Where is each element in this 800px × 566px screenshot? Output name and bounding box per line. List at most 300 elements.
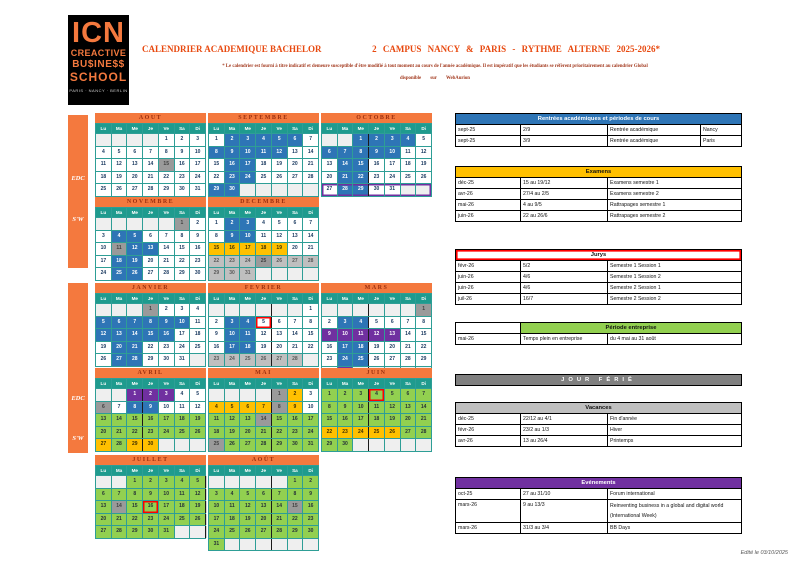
day-cell: 2 xyxy=(175,134,190,146)
month-grid xyxy=(95,378,206,452)
weekday-header: Di xyxy=(416,124,431,133)
day-cell: 18 xyxy=(190,329,205,341)
day-cell: 6 xyxy=(288,218,303,230)
day-cell: 16 xyxy=(288,414,303,426)
day-cell: 26 xyxy=(369,354,384,366)
day-cell xyxy=(112,304,127,316)
day-cell: 14 xyxy=(112,501,127,513)
legend-row xyxy=(456,125,741,135)
day-cell: 28 xyxy=(303,256,318,268)
legend-cell: 22/12 au 4/1 xyxy=(521,414,607,424)
icn-logo xyxy=(68,15,129,105)
day-cell: 1 xyxy=(209,218,224,230)
weekday-header: Je xyxy=(256,294,271,303)
day-cell: 28 xyxy=(338,184,353,196)
day-cell: 21 xyxy=(143,172,158,184)
day-cell xyxy=(112,389,127,401)
day-cell: 22 xyxy=(143,342,158,354)
weekday-header: Ve xyxy=(272,208,287,217)
day-cell: 24 xyxy=(225,354,240,366)
day-cell xyxy=(272,268,287,280)
weekday-header: Ma xyxy=(338,124,353,133)
weekday-header: Je xyxy=(143,379,158,388)
legend-cell: Rattrapages semestre 2 xyxy=(608,211,741,221)
day-cell: 7 xyxy=(143,147,158,159)
day-cell: 22 xyxy=(209,256,224,268)
day-cell xyxy=(256,539,271,551)
weekday-header: Je xyxy=(143,124,158,133)
day-cell: 18 xyxy=(353,342,368,354)
legend-cell: Fin d'année xyxy=(608,414,741,424)
weekday-header: Me xyxy=(240,208,255,217)
day-cell: 7 xyxy=(303,218,318,230)
day-cell: 28 xyxy=(127,354,142,366)
day-cell: 4 xyxy=(256,134,271,146)
day-cell xyxy=(303,354,318,366)
legend-table-entreprise xyxy=(455,322,742,345)
day-cell: 6 xyxy=(96,489,111,501)
weekday-header: Je xyxy=(256,379,271,388)
legend-cell: sept-25 xyxy=(456,125,520,135)
day-cell: 26 xyxy=(272,172,287,184)
day-cell: 7 xyxy=(288,317,303,329)
day-cell: 18 xyxy=(225,514,240,526)
day-cell: 5 xyxy=(385,389,400,401)
day-cell: 3 xyxy=(240,218,255,230)
day-cell: 29 xyxy=(272,439,287,451)
day-cell: 4 xyxy=(256,218,271,230)
weekday-header: Ve xyxy=(272,466,287,475)
weekday-header: Je xyxy=(256,208,271,217)
month-calendar-novembre xyxy=(95,197,206,281)
day-cell: 7 xyxy=(256,402,271,414)
day-cell xyxy=(385,304,400,316)
day-cell: 20 xyxy=(256,514,271,526)
legend-cell: 2/9 xyxy=(521,125,607,135)
weekday-header: Me xyxy=(240,466,255,475)
day-cell: 28 xyxy=(143,184,158,196)
day-cell: 23 xyxy=(225,172,240,184)
day-cell: 5 xyxy=(416,134,431,146)
day-cell: 24 xyxy=(303,427,318,439)
day-cell: 31 xyxy=(240,268,255,280)
day-cell xyxy=(127,218,142,230)
legend-cell: Semestre 2 Session 1 xyxy=(608,283,741,293)
day-cell: 9 xyxy=(209,329,224,341)
month-grid xyxy=(321,378,432,452)
day-cell xyxy=(209,304,224,316)
legend-cell: juin-26 xyxy=(456,272,520,282)
weekday-header: Me xyxy=(353,379,368,388)
day-cell xyxy=(416,439,431,451)
day-cell xyxy=(256,389,271,401)
day-cell: 21 xyxy=(112,514,127,526)
legend-cell: févr-26 xyxy=(456,261,520,271)
day-cell xyxy=(225,389,240,401)
day-cell: 29 xyxy=(416,354,431,366)
day-cell: 24 xyxy=(385,172,400,184)
day-cell: 21 xyxy=(127,342,142,354)
day-cell xyxy=(401,439,416,451)
day-cell: 7 xyxy=(416,389,431,401)
day-cell: 6 xyxy=(401,389,416,401)
legend-cell: févr-26 xyxy=(456,425,520,435)
day-cell: 23 xyxy=(225,256,240,268)
day-cell: 13 xyxy=(288,147,303,159)
day-cell: 7 xyxy=(303,134,318,146)
day-cell: 25 xyxy=(96,184,111,196)
day-cell: 20 xyxy=(288,159,303,171)
weekday-header: Ma xyxy=(225,379,240,388)
day-cell xyxy=(143,134,158,146)
weekday-header: Lu xyxy=(96,208,111,217)
day-cell: 6 xyxy=(322,147,337,159)
weekday-header: Di xyxy=(190,124,205,133)
legend-cell: juin-26 xyxy=(456,211,520,221)
day-cell: 29 xyxy=(322,439,337,451)
day-cell: 7 xyxy=(401,317,416,329)
day-cell: 22 xyxy=(416,342,431,354)
day-cell: 1 xyxy=(272,389,287,401)
day-cell xyxy=(322,304,337,316)
day-cell: 24 xyxy=(190,172,205,184)
weekday-header: Lu xyxy=(96,466,111,475)
day-cell: 16 xyxy=(338,414,353,426)
legend-cell: mai-26 xyxy=(456,200,520,210)
day-cell: 12 xyxy=(127,243,142,255)
weekday-header: Ve xyxy=(272,294,287,303)
weekday-header: Ma xyxy=(225,466,240,475)
day-cell: 12 xyxy=(369,329,384,341)
day-cell: 28 xyxy=(112,439,127,451)
day-cell xyxy=(288,539,303,551)
day-cell: 7 xyxy=(272,489,287,501)
day-cell xyxy=(385,439,400,451)
day-cell: 4 xyxy=(240,317,255,329)
month-calendar-octobre xyxy=(321,113,432,197)
month-grid xyxy=(95,465,206,539)
day-cell: 27 xyxy=(385,354,400,366)
weekday-header: Je xyxy=(256,466,271,475)
day-cell: 2 xyxy=(225,134,240,146)
day-cell xyxy=(209,476,224,488)
day-cell: 4 xyxy=(353,317,368,329)
day-cell: 27 xyxy=(96,526,111,538)
day-cell: 3 xyxy=(96,231,111,243)
month-grid xyxy=(95,293,206,367)
day-cell: 26 xyxy=(127,268,142,280)
legend-cell: Temps plein en entreprise xyxy=(521,334,607,344)
day-cell: 27 xyxy=(401,427,416,439)
legend-cell: 22 au 26/6 xyxy=(521,211,607,221)
weekday-header: Lu xyxy=(209,124,224,133)
legend-cell: mai-26 xyxy=(456,334,520,344)
day-cell: 7 xyxy=(112,402,127,414)
month-calendar-juillet xyxy=(95,455,206,539)
sidebar-label: S'W xyxy=(72,435,84,442)
day-cell: 29 xyxy=(288,526,303,538)
legend-row xyxy=(456,500,741,522)
legend-row xyxy=(456,489,741,499)
day-cell: 5 xyxy=(240,489,255,501)
weekday-header: Ve xyxy=(159,208,174,217)
day-cell: 30 xyxy=(190,268,205,280)
day-cell: 11 xyxy=(190,317,205,329)
weekday-header: Di xyxy=(190,466,205,475)
day-cell: 16 xyxy=(143,501,158,513)
day-cell: 19 xyxy=(385,414,400,426)
day-cell: 19 xyxy=(369,342,384,354)
day-cell: 22 xyxy=(303,342,318,354)
legend-row xyxy=(456,523,741,533)
day-cell: 14 xyxy=(416,402,431,414)
day-cell xyxy=(303,184,318,196)
day-cell: 31 xyxy=(303,439,318,451)
month-calendar-juin xyxy=(321,368,432,452)
day-cell: 10 xyxy=(240,147,255,159)
day-cell: 5 xyxy=(190,476,205,488)
day-cell: 15 xyxy=(209,243,224,255)
day-cell: 13 xyxy=(112,329,127,341)
day-cell: 27 xyxy=(240,439,255,451)
edited-date: Edité le 03/10/2025 xyxy=(740,550,788,556)
day-cell: 16 xyxy=(225,159,240,171)
day-cell: 16 xyxy=(303,501,318,513)
day-cell: 12 xyxy=(96,329,111,341)
month-calendar-aout xyxy=(95,113,206,197)
day-cell: 14 xyxy=(143,159,158,171)
day-cell: 3 xyxy=(159,476,174,488)
day-cell: 8 xyxy=(209,231,224,243)
day-cell: 8 xyxy=(288,489,303,501)
day-cell: 27 xyxy=(96,439,111,451)
day-cell: 26 xyxy=(385,427,400,439)
legend-cell: Examens semestre 2 xyxy=(608,189,741,199)
day-cell: 11 xyxy=(96,159,111,171)
day-cell xyxy=(256,184,271,196)
day-cell xyxy=(240,184,255,196)
day-cell: 23 xyxy=(338,427,353,439)
disclaimer-note-line2: disponible sur WebAurion xyxy=(400,76,470,81)
day-cell: 8 xyxy=(175,231,190,243)
sidebar-label: S'W xyxy=(72,216,84,223)
day-cell: 10 xyxy=(240,231,255,243)
day-cell: 31 xyxy=(175,354,190,366)
legend-cell: Semestre 2 Session 2 xyxy=(608,294,741,304)
day-cell: 4 xyxy=(175,389,190,401)
day-cell: 20 xyxy=(143,256,158,268)
weekday-header: Sa xyxy=(401,124,416,133)
day-cell xyxy=(272,476,287,488)
legend-cell: 15 au 19/12 xyxy=(521,178,607,188)
day-cell: 25 xyxy=(401,172,416,184)
day-cell: 18 xyxy=(209,427,224,439)
legend-cell: 27/4 au 2/5 xyxy=(521,189,607,199)
weekday-header: Sa xyxy=(175,466,190,475)
legend-header: Vacances xyxy=(456,403,741,413)
day-cell: 18 xyxy=(401,159,416,171)
weekday-header: Me xyxy=(127,466,142,475)
weekday-header: Ve xyxy=(385,294,400,303)
day-cell: 21 xyxy=(416,414,431,426)
day-cell: 9 xyxy=(288,402,303,414)
day-cell: 8 xyxy=(127,402,142,414)
day-cell: 22 xyxy=(353,172,368,184)
weekday-header: Sa xyxy=(175,208,190,217)
legend-cell: Rattrapages semestre 1 xyxy=(608,200,741,210)
day-cell xyxy=(112,476,127,488)
weekday-header: Sa xyxy=(288,466,303,475)
day-cell: 22 xyxy=(159,172,174,184)
weekday-header: Di xyxy=(303,466,318,475)
month-calendar-avril xyxy=(95,368,206,452)
day-cell: 28 xyxy=(272,526,287,538)
day-cell: 12 xyxy=(416,147,431,159)
day-cell: 19 xyxy=(96,342,111,354)
day-cell: 10 xyxy=(225,329,240,341)
day-cell: 2 xyxy=(322,317,337,329)
day-cell: 23 xyxy=(369,172,384,184)
weekday-header: Lu xyxy=(322,294,337,303)
day-cell: 23 xyxy=(209,354,224,366)
day-cell: 14 xyxy=(338,159,353,171)
day-cell: 25 xyxy=(175,514,190,526)
day-cell: 23 xyxy=(303,514,318,526)
day-cell: 23 xyxy=(190,256,205,268)
weekday-header: Je xyxy=(143,208,158,217)
day-cell: 9 xyxy=(143,489,158,501)
day-cell: 17 xyxy=(338,342,353,354)
day-cell: 8 xyxy=(322,402,337,414)
day-cell: 11 xyxy=(240,329,255,341)
day-cell: 20 xyxy=(240,427,255,439)
day-cell: 4 xyxy=(96,147,111,159)
weekday-header: Je xyxy=(369,294,384,303)
day-cell: 19 xyxy=(127,256,142,268)
day-cell: 29 xyxy=(127,439,142,451)
day-cell: 26 xyxy=(190,427,205,439)
day-cell: 21 xyxy=(272,514,287,526)
weekday-header: Lu xyxy=(96,294,111,303)
day-cell: 27 xyxy=(272,354,287,366)
day-cell: 22 xyxy=(288,514,303,526)
day-cell: 17 xyxy=(240,243,255,255)
day-cell: 24 xyxy=(353,427,368,439)
weekday-header: Ma xyxy=(112,294,127,303)
day-cell xyxy=(272,304,287,316)
day-cell: 8 xyxy=(209,147,224,159)
day-cell: 10 xyxy=(303,402,318,414)
day-cell xyxy=(225,539,240,551)
day-cell: 3 xyxy=(240,134,255,146)
legend-cell: 4/6 xyxy=(521,283,607,293)
day-cell: 6 xyxy=(112,317,127,329)
day-cell: 28 xyxy=(112,526,127,538)
weekday-header: Lu xyxy=(209,466,224,475)
day-cell: 14 xyxy=(303,231,318,243)
day-cell: 30 xyxy=(225,268,240,280)
day-cell: 16 xyxy=(143,414,158,426)
day-cell: 5 xyxy=(256,317,271,329)
day-cell: 17 xyxy=(353,414,368,426)
day-cell: 12 xyxy=(190,402,205,414)
day-cell: 5 xyxy=(272,134,287,146)
month-calendar-mars xyxy=(321,283,432,379)
month-grid xyxy=(321,293,432,379)
legend-table-vacances xyxy=(455,402,742,447)
day-cell: 2 xyxy=(303,476,318,488)
day-cell: 11 xyxy=(175,402,190,414)
day-cell xyxy=(256,476,271,488)
day-cell xyxy=(240,539,255,551)
day-cell: 12 xyxy=(112,159,127,171)
month-calendar-septembre xyxy=(208,113,319,197)
day-cell: 26 xyxy=(272,256,287,268)
weekday-header: Je xyxy=(369,124,384,133)
weekday-header: Di xyxy=(190,379,205,388)
month-title: JUILLET xyxy=(95,455,206,465)
day-cell: 12 xyxy=(225,414,240,426)
day-cell xyxy=(225,304,240,316)
day-cell: 1 xyxy=(322,389,337,401)
day-cell: 18 xyxy=(175,501,190,513)
day-cell: 18 xyxy=(96,172,111,184)
day-cell: 1 xyxy=(209,134,224,146)
month-title: JUIN xyxy=(321,368,432,378)
page-title-right: 2 CAMPUS NANCY & PARIS - RYTHME ALTERNE 2025-2026* xyxy=(372,44,660,54)
day-cell: 14 xyxy=(303,147,318,159)
legend-cell: juin-26 xyxy=(456,283,520,293)
day-cell: 22 xyxy=(175,256,190,268)
day-cell: 20 xyxy=(112,342,127,354)
month-grid xyxy=(208,293,319,367)
day-cell: 15 xyxy=(303,329,318,341)
day-cell: 10 xyxy=(338,329,353,341)
day-cell: 3 xyxy=(175,304,190,316)
day-cell: 9 xyxy=(225,231,240,243)
logo-creactive-text: CREACTIVE xyxy=(70,48,127,58)
day-cell: 9 xyxy=(338,402,353,414)
weekday-header: Sa xyxy=(288,294,303,303)
weekday-header: Sa xyxy=(401,379,416,388)
day-cell: 19 xyxy=(272,243,287,255)
weekday-header: Ma xyxy=(225,124,240,133)
day-cell: 25 xyxy=(225,526,240,538)
day-cell: 18 xyxy=(175,414,190,426)
weekday-header: Ma xyxy=(225,294,240,303)
day-cell: 19 xyxy=(416,159,431,171)
weekday-header: Di xyxy=(303,124,318,133)
weekday-header: Ve xyxy=(385,379,400,388)
day-cell: 4 xyxy=(175,476,190,488)
day-cell: 11 xyxy=(256,231,271,243)
day-cell: 3 xyxy=(190,134,205,146)
day-cell: 5 xyxy=(272,218,287,230)
month-title: JANVIER xyxy=(95,283,206,293)
month-title: AOUT xyxy=(95,113,206,123)
day-cell xyxy=(127,134,142,146)
day-cell: 21 xyxy=(112,427,127,439)
day-cell: 6 xyxy=(96,402,111,414)
day-cell: 15 xyxy=(175,243,190,255)
day-cell: 24 xyxy=(96,268,111,280)
weekday-header: Di xyxy=(303,379,318,388)
day-cell: 12 xyxy=(190,489,205,501)
day-cell: 26 xyxy=(112,184,127,196)
day-cell: 25 xyxy=(112,268,127,280)
day-cell: 17 xyxy=(209,514,224,526)
day-cell xyxy=(96,218,111,230)
